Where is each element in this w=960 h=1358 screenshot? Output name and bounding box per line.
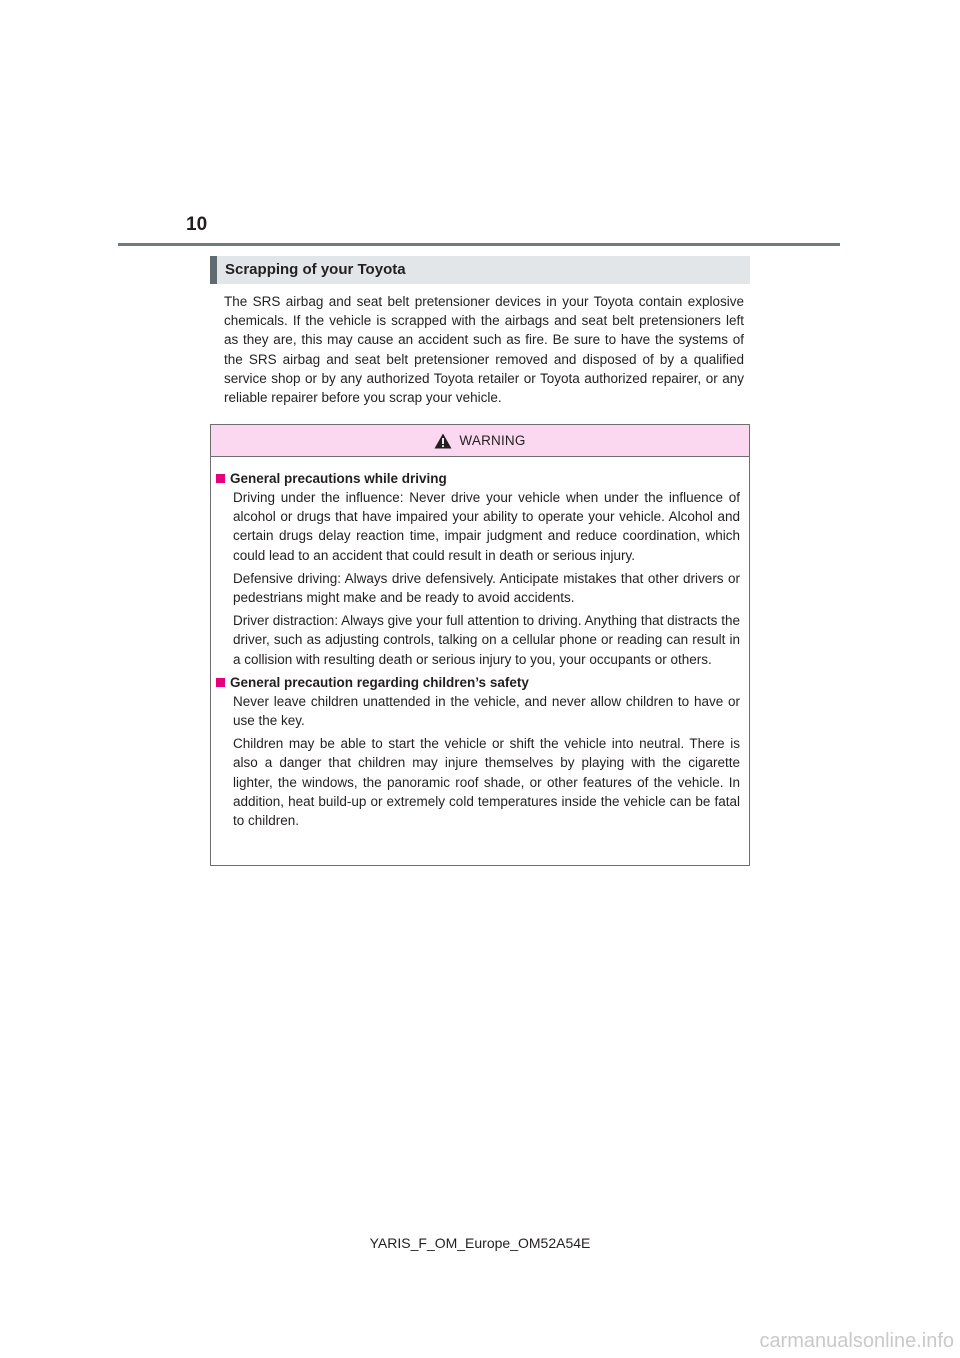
warning-paragraph: Driving under the influence: Never drive your vehicle when under the influence of alcohol or drugs that have impaired your ability to operate your vehicle. Alcohol and certain drugs delay reaction time, impair judgment and reduce coordination, which could lead to an accident that could result in death or serious injury.: [233, 490, 740, 563]
bullet-square-icon: [216, 678, 225, 687]
warning-item-heading-text: General precaution regarding children’s safety: [230, 674, 529, 690]
warning-item-heading-text: General precautions while driving: [230, 471, 447, 486]
warning-paragraph: Children may be able to start the vehicle or shift the vehicle into neutral. There is also a danger that children may injure themselves by playing with the cigarette lighter, the windows, the panoramic roof shade, or other features of the vehicle. In addition, heat build-up or extremely cold temperatures inside the vehicle can be fatal to children.: [233, 736, 740, 829]
warning-body: [211, 457, 749, 830]
bullet-square-icon: [216, 474, 225, 483]
page-number: 10: [186, 214, 208, 235]
warning-item: [216, 673, 740, 830]
intro-paragraph: The SRS airbag and seat belt pretensioner devices in your Toyota contain explosive chemicals. If the vehicle is scrapped with the airbags and seat belt pretensioners left as they are, this may cause an accident such as fire. Be sure to have the systems of the SRS airbag and seat belt pretensioner removed and disposed of by a qualified service shop or by any authorized Toyota retailer or Toyota authorized repairer, or any reliable repairer before you scrap your vehicle.: [224, 294, 744, 406]
warning-box: [210, 424, 750, 866]
warning-header: [211, 425, 749, 457]
warning-item-heading: [216, 469, 740, 488]
warning-label: WARNING: [459, 433, 526, 448]
warning-paragraph: Defensive driving: Always drive defensively. Anticipate mistakes that other drivers or pedestrians might make and be ready to avoid accidents.: [233, 570, 740, 606]
warning-paragraph: Driver distraction: Always give your full attention to driving. Anything that distracts the driver, such as adjusting controls, talking on a cellular phone or reading can result in a collision with resulting death or serious injury to you, your occupants or others.: [233, 613, 740, 667]
warning-paragraph: Never leave children unattended in the vehicle, and never allow children to have or use the key.: [233, 693, 740, 729]
warning-item: [216, 469, 740, 669]
warning-item-heading: [216, 673, 740, 692]
section-heading: Scrapping of your Toyota: [210, 256, 750, 284]
footer-document-id: YARIS_F_OM_Europe_OM52A54E: [369, 1235, 591, 1251]
header-rule: [118, 243, 840, 246]
warning-triangle-icon: [434, 433, 452, 449]
watermark: carmanualsonline.info: [759, 1330, 954, 1352]
